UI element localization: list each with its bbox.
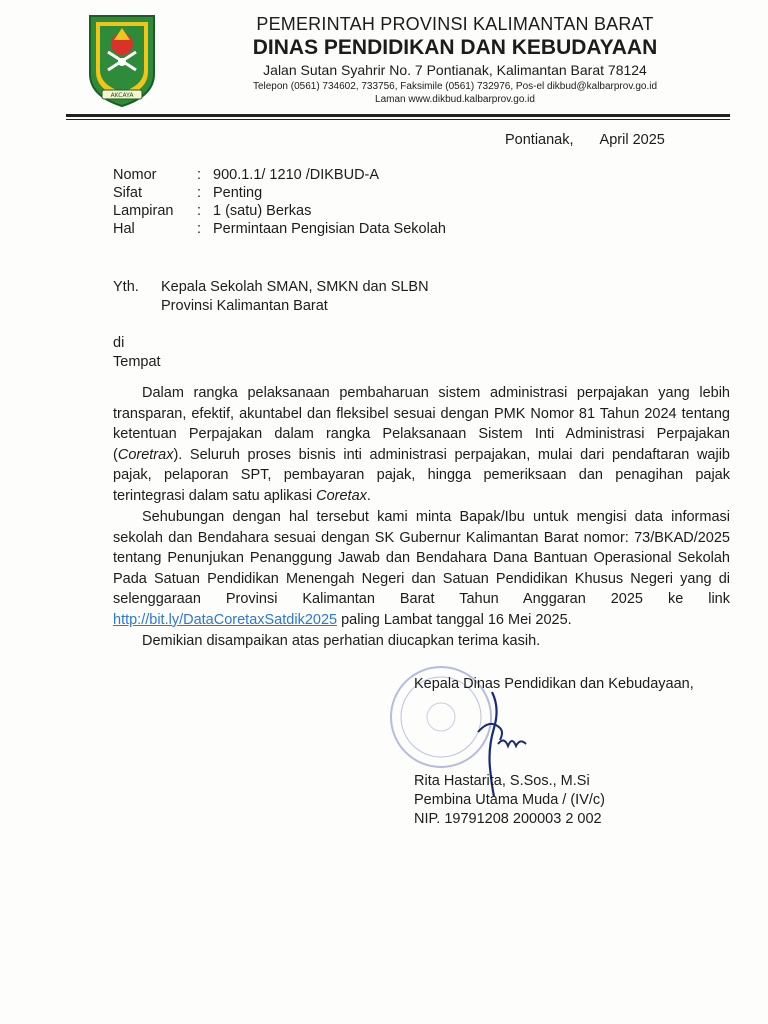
date-city: Pontianak, [505, 132, 574, 148]
meta-label: Sifat [113, 185, 143, 201]
addressee-place [113, 334, 161, 372]
meta-label: Nomor [113, 167, 157, 183]
letter-meta [113, 166, 446, 238]
meta-value: Penting [213, 185, 263, 201]
logo-motto: AKCAYA [110, 92, 134, 99]
letter-date [505, 132, 665, 148]
addressee-line2: Provinsi Kalimantan Barat [161, 298, 328, 314]
addressee [113, 278, 429, 316]
coretax-term: Coretrax [117, 446, 174, 463]
letter-body [113, 383, 730, 653]
meta-colon: : [197, 185, 202, 201]
coretax-term: Coretax [316, 487, 367, 504]
letterhead-website: Laman www.dikbud.kalbarprov.go.id [375, 94, 535, 105]
letterhead-government: PEMERINTAH PROVINSI KALIMANTAN BARAT [256, 14, 654, 34]
letterhead [160, 14, 750, 106]
meta-colon: : [197, 221, 202, 237]
data-form-link[interactable]: http://bit.ly/DataCoretaxSatdik2025 [113, 611, 338, 628]
meta-label: Hal [113, 221, 135, 237]
letterhead-address: Jalan Sutan Syahrir No. 7 Pontianak, Kalimantan Barat 78124 [263, 62, 647, 78]
signatory-title: Kepala Dinas Pendidikan dan Kebudayaan, [414, 676, 694, 692]
meta-row-attachment [113, 202, 446, 220]
meta-row-number [113, 166, 446, 184]
meta-colon: : [197, 203, 202, 219]
meta-colon: : [197, 167, 202, 183]
meta-row-nature [113, 184, 446, 202]
body-paragraph-3: Demikian disampaikan atas perhatian diucapkan terima kasih. [142, 633, 541, 649]
addressee-di: di [113, 335, 125, 351]
letterhead-agency: DINAS PENDIDIKAN DAN KEBUDAYAAN [252, 36, 658, 59]
meta-row-subject [113, 220, 446, 238]
body-paragraph-1: Dalam rangka pelaksanaan pembaharuan sistem administrasi perpajakan yang lebih transparan, efektif, akuntabel dan fleksibel sesuai dengan PMK Nomor 81 Tahun 2024 tentang ketentuan Perpajakan dalam rangka Pelaksanaan Sistem Inti Administrasi Perpajakan (Coretrax). Seluruh proses bisnis inti administrasi perpajakan, mulai dari pendaftaran wajib pajak, pelaporan SPT, pembayaran pajak, hingga pemeriksaan dan penagihan pajak terintegrasi dalam satu aplikasi Coretax. [113, 385, 730, 504]
meta-value: Permintaan Pengisian Data Sekolah [213, 221, 446, 237]
letterhead-contact: Telepon (0561) 734602, 733756, Faksimile (0561) 732976, Pos-el dikbud@kalbarprov.go.id [252, 81, 658, 92]
province-logo [86, 12, 158, 108]
signatory-block [414, 772, 605, 829]
addressee-tempat: Tempat [113, 354, 161, 370]
body-paragraph-2: Sehubungan dengan hal tersebut kami minta Bapak/Ibu untuk mengisi data informasi sekolah dan Bendahara sesuai dengan SK Gubernur Kalimantan Barat nomor: 73/BKAD/2025 tentang Penunjukan Penanggung Jawab dan Bendahara Dana Bantuan Operasional Sekolah Pada Satuan Pendidikan Menengah Negeri dan Satuan Pendidikan Khusus Negeri yang di selenggaraan Provinsi Kalimantan Barat Tahun Anggaran 2025 ke link http://bit.ly/DataCoretaxSatdik2025 paling Lambat tanggal 16 Mei 2025. [113, 509, 730, 628]
letterhead-divider-thin [66, 119, 730, 120]
signatory-nip: NIP. 19791208 200003 2 002 [414, 811, 602, 827]
date-month-year: April 2025 [599, 132, 665, 148]
addressee-salutation: Yth. [113, 279, 139, 295]
letterhead-divider-thick [66, 114, 730, 117]
meta-label: Lampiran [113, 203, 174, 219]
signatory-rank: Pembina Utama Muda / (IV/c) [414, 792, 605, 808]
meta-value: 1 (satu) Berkas [213, 203, 312, 219]
signatory-name: Rita Hastarita, S.Sos., M.Si [414, 773, 590, 789]
meta-value: 900.1.1/ 1210 /DIKBUD-A [213, 167, 380, 183]
addressee-line1: Kepala Sekolah SMAN, SMKN dan SLBN [161, 279, 429, 295]
